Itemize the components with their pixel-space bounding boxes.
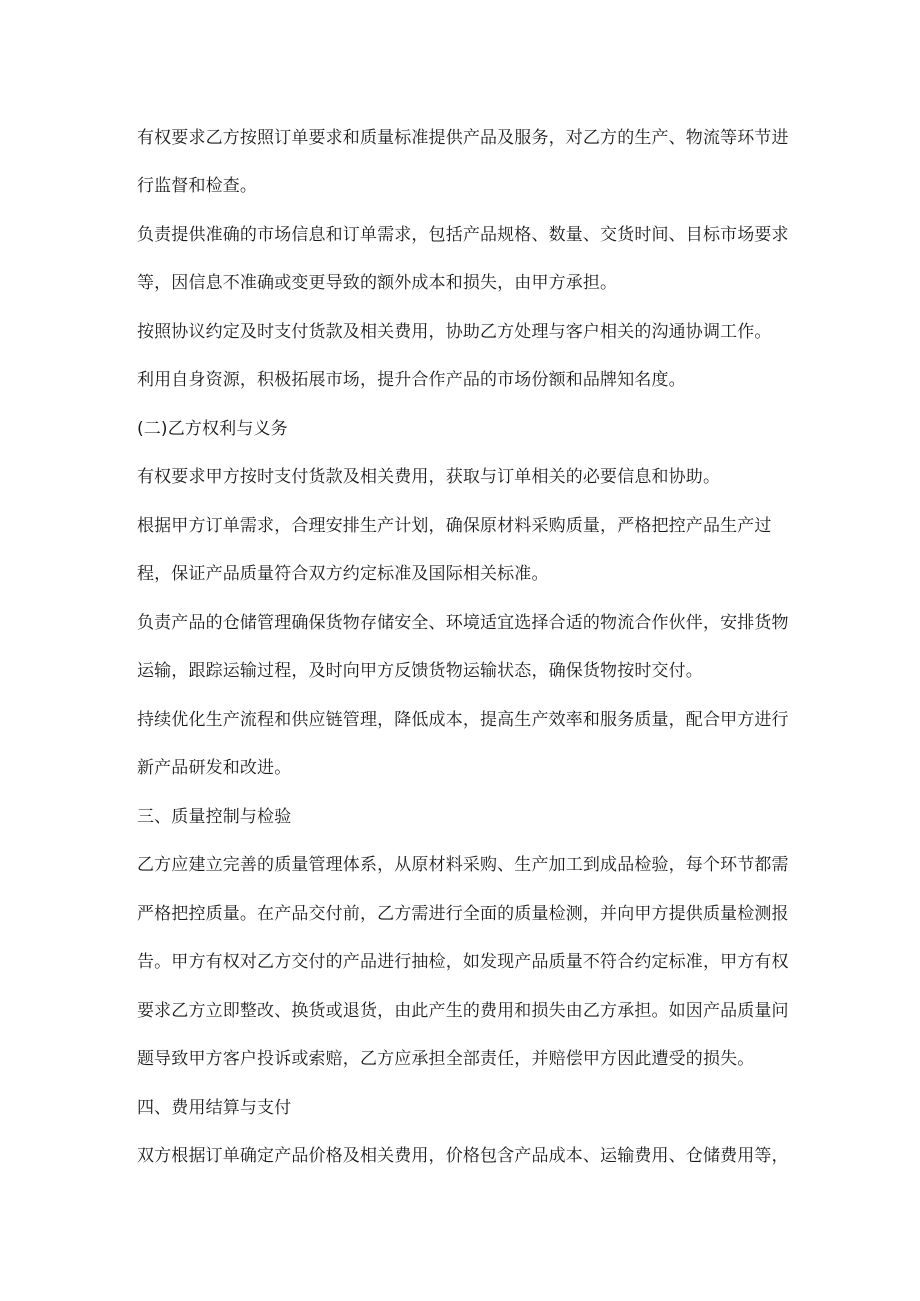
- paragraph-line: 严格把控质量。在产品交付前，乙方需进行全面的质量检测，并向甲方提供质量检测报: [137, 904, 789, 924]
- paragraph-line: 负责提供准确的市场信息和订单需求，包括产品规格、数量、交货时间、目标市场要求: [137, 225, 789, 245]
- paragraph-line: 告。甲方有权对乙方交付的产品进行抽检，如发现产品质量不符合约定标准，甲方有权: [137, 952, 789, 972]
- section-heading: 四、费用结算与支付: [137, 1098, 292, 1118]
- paragraph-line: 行监督和检查。: [137, 176, 258, 196]
- paragraph-line: 新产品研发和改进。: [137, 758, 292, 778]
- paragraph-line: 持续优化生产流程和供应链管理，降低成本，提高生产效率和服务质量，配合甲方进行: [137, 710, 789, 730]
- paragraph-line: 按照协议约定及时支付货款及相关费用，协助乙方处理与客户相关的沟通协调工作。: [137, 322, 772, 342]
- paragraph-line: 要求乙方立即整改、换货或退货，由此产生的费用和损失由乙方承担。如因产品质量问: [137, 1001, 789, 1021]
- paragraph-line: 程，保证产品质量符合双方约定标准及国际相关标准。: [137, 564, 549, 584]
- paragraph-line: 根据甲方订单需求，合理安排生产计划，确保原材料采购质量，严格把控产品生产过: [137, 516, 772, 536]
- paragraph-line: 运输，跟踪运输过程，及时向甲方反馈货物运输状态，确保货物按时交付。: [137, 661, 703, 681]
- paragraph-line: 有权要求乙方按照订单要求和质量标准提供产品及服务，对乙方的生产、物流等环节进: [137, 128, 789, 148]
- paragraph-line: 双方根据订单确定产品价格及相关费用，价格包含产品成本、运输费用、仓储费用等，: [137, 1146, 789, 1166]
- section-heading: (二)乙方权利与义务: [137, 419, 288, 439]
- paragraph-line: 有权要求甲方按时支付货款及相关费用，获取与订单相关的必要信息和协助。: [137, 467, 721, 487]
- paragraph-line: 题导致甲方客户投诉或索赔，乙方应承担全部责任，并赔偿甲方因此遭受的损失。: [137, 1049, 755, 1069]
- paragraph-line: 乙方应建立完善的质量管理体系，从原材料采购、生产加工到成品检验，每个环节都需: [137, 855, 789, 875]
- paragraph-line: 负责产品的仓储管理确保货物存储安全、环境适宜选择合适的物流合作伙伴，安排货物: [137, 613, 789, 633]
- section-heading: 三、质量控制与检验: [137, 807, 292, 827]
- paragraph-line: 利用自身资源，积极拓展市场，提升合作产品的市场份额和品牌知名度。: [137, 370, 686, 390]
- paragraph-line: 等，因信息不准确或变更导致的额外成本和损失，由甲方承担。: [137, 273, 618, 293]
